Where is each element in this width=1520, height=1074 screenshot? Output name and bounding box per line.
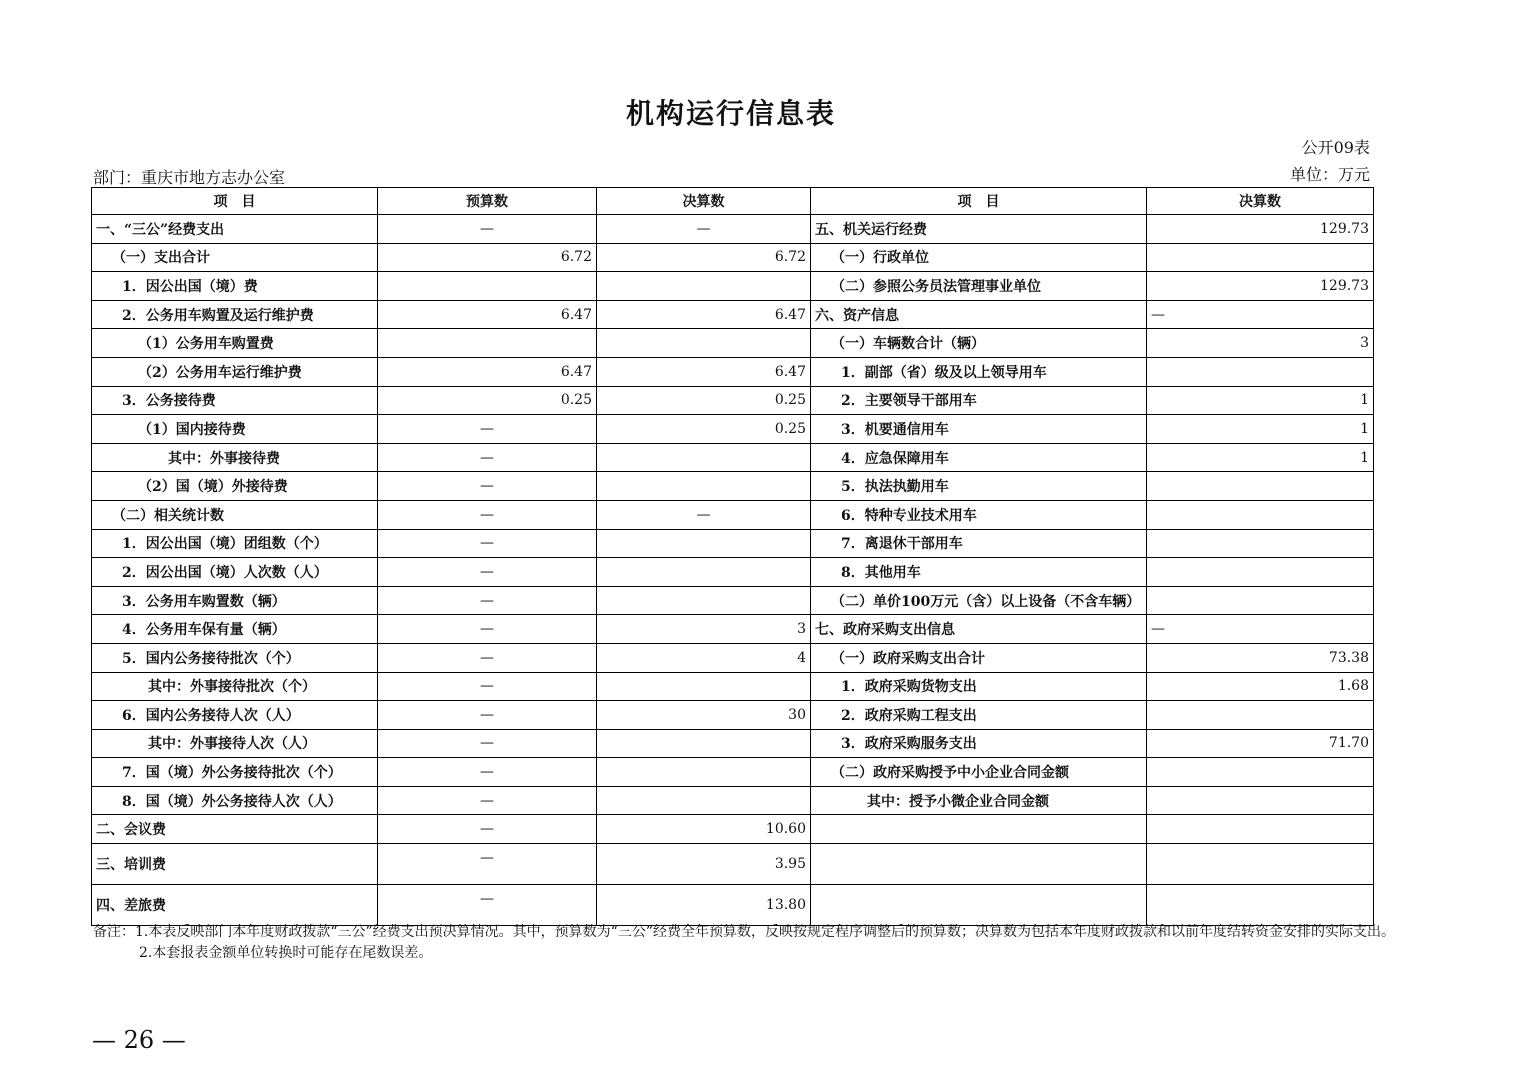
row-final-right bbox=[1147, 885, 1374, 926]
row-budget: — bbox=[378, 558, 597, 587]
table-row bbox=[92, 243, 1374, 272]
table-row bbox=[92, 300, 1374, 329]
row-budget: — bbox=[378, 672, 597, 701]
row-budget: — bbox=[378, 729, 597, 758]
row-final: 3 bbox=[597, 615, 811, 644]
table-row bbox=[92, 643, 1374, 672]
row-final-right bbox=[1147, 500, 1374, 529]
notes bbox=[93, 922, 1465, 964]
row-final-right: 129.73 bbox=[1147, 215, 1374, 244]
row-item-right: （一）政府采购支出合计 bbox=[811, 643, 1147, 672]
info-table bbox=[91, 187, 1374, 926]
header-item-left: 项 目 bbox=[92, 188, 378, 215]
table-header-row bbox=[92, 188, 1374, 215]
row-item: 2．公务用车购置及运行维护费 bbox=[92, 300, 378, 329]
row-final bbox=[597, 586, 811, 615]
table-row bbox=[92, 815, 1374, 844]
row-item-right: 3．政府采购服务支出 bbox=[811, 729, 1147, 758]
row-item-right: （一）车辆数合计（辆） bbox=[811, 329, 1147, 358]
row-budget bbox=[378, 329, 597, 358]
table-row bbox=[92, 672, 1374, 701]
row-final-right: — bbox=[1147, 615, 1374, 644]
table-row bbox=[92, 357, 1374, 386]
row-final-right: 3 bbox=[1147, 329, 1374, 358]
unit-label: 单位：万元 bbox=[1289, 165, 1370, 184]
table-row bbox=[92, 758, 1374, 787]
row-item-right: （二）单价100万元（含）以上设备（不含车辆） bbox=[811, 586, 1147, 615]
row-item: （1）公务用车购置费 bbox=[92, 329, 378, 358]
row-final-right bbox=[1147, 472, 1374, 501]
row-item: 四、差旅费 bbox=[92, 885, 378, 926]
row-budget: 0.25 bbox=[378, 386, 597, 415]
row-item: 6．国内公务接待人次（人） bbox=[92, 701, 378, 730]
row-budget: — bbox=[378, 615, 597, 644]
table-row bbox=[92, 443, 1374, 472]
row-item-right: 3．机要通信用车 bbox=[811, 415, 1147, 444]
form-code: 公开09表 bbox=[1301, 138, 1370, 157]
row-item-right: 1．政府采购货物支出 bbox=[811, 672, 1147, 701]
row-item: 3．公务接待费 bbox=[92, 386, 378, 415]
row-final-right bbox=[1147, 815, 1374, 844]
row-item-right: （一）行政单位 bbox=[811, 243, 1147, 272]
row-budget: — bbox=[378, 643, 597, 672]
row-budget: 6.47 bbox=[378, 300, 597, 329]
row-item-right: 8．其他用车 bbox=[811, 558, 1147, 587]
row-item-right: 5．执法执勤用车 bbox=[811, 472, 1147, 501]
row-item: 3．公务用车购置数（辆） bbox=[92, 586, 378, 615]
row-final-right bbox=[1147, 243, 1374, 272]
row-budget: — bbox=[378, 758, 597, 787]
row-budget: — bbox=[378, 815, 597, 844]
table-row bbox=[92, 558, 1374, 587]
row-final-right bbox=[1147, 758, 1374, 787]
header-final-right: 决算数 bbox=[1147, 188, 1374, 215]
row-final: 30 bbox=[597, 701, 811, 730]
table-row bbox=[92, 615, 1374, 644]
row-item-right: 六、资产信息 bbox=[811, 300, 1147, 329]
row-item: （1）国内接待费 bbox=[92, 415, 378, 444]
table-row bbox=[92, 885, 1374, 926]
row-final: 6.72 bbox=[597, 243, 811, 272]
table-row bbox=[92, 786, 1374, 815]
row-item-right: 7．离退休干部用车 bbox=[811, 529, 1147, 558]
row-item: （2）公务用车运行维护费 bbox=[92, 357, 378, 386]
row-item-right: 2．政府采购工程支出 bbox=[811, 701, 1147, 730]
row-final: 6.47 bbox=[597, 357, 811, 386]
row-final: 0.25 bbox=[597, 386, 811, 415]
page-title: 机构运行信息表 bbox=[625, 97, 836, 130]
row-item-right bbox=[811, 815, 1147, 844]
row-final-right bbox=[1147, 586, 1374, 615]
row-item: 4．公务用车保有量（辆） bbox=[92, 615, 378, 644]
row-budget: 6.72 bbox=[378, 243, 597, 272]
row-item: 1．因公出国（境）费 bbox=[92, 272, 378, 301]
row-item: （一）支出合计 bbox=[92, 243, 378, 272]
row-final bbox=[597, 529, 811, 558]
row-item-right: （二）政府采购授予中小企业合同金额 bbox=[811, 758, 1147, 787]
row-final-right: 73.38 bbox=[1147, 643, 1374, 672]
table-row bbox=[92, 272, 1374, 301]
row-item: 其中：外事接待人次（人） bbox=[92, 729, 378, 758]
row-final: — bbox=[597, 500, 811, 529]
row-final: 6.47 bbox=[597, 300, 811, 329]
row-budget: — bbox=[378, 472, 597, 501]
row-item-right bbox=[811, 885, 1147, 926]
row-item-right bbox=[811, 844, 1147, 885]
table-row bbox=[92, 729, 1374, 758]
header-final-left: 决算数 bbox=[597, 188, 811, 215]
row-item: 其中：外事接待费 bbox=[92, 443, 378, 472]
row-budget: — bbox=[378, 215, 597, 244]
row-final bbox=[597, 472, 811, 501]
row-final: 13.80 bbox=[597, 885, 811, 926]
row-budget: — bbox=[378, 500, 597, 529]
row-budget: — bbox=[378, 786, 597, 815]
row-budget: — bbox=[378, 701, 597, 730]
row-budget: 6.47 bbox=[378, 357, 597, 386]
row-final bbox=[597, 272, 811, 301]
row-final bbox=[597, 729, 811, 758]
row-final bbox=[597, 758, 811, 787]
row-final bbox=[597, 558, 811, 587]
row-item: 2．因公出国（境）人次数（人） bbox=[92, 558, 378, 587]
row-item: （二）相关统计数 bbox=[92, 500, 378, 529]
table-row bbox=[92, 701, 1374, 730]
row-final-right bbox=[1147, 844, 1374, 885]
row-final-right: 1.68 bbox=[1147, 672, 1374, 701]
row-final bbox=[597, 443, 811, 472]
row-item: 8．国（境）外公务接待人次（人） bbox=[92, 786, 378, 815]
row-final-right: 129.73 bbox=[1147, 272, 1374, 301]
row-item: 二、会议费 bbox=[92, 815, 378, 844]
table-row bbox=[92, 215, 1374, 244]
row-budget bbox=[378, 272, 597, 301]
note-line-1: 备注：1.本表反映部门本年度财政拨款“三公”经费支出预决算情况。其中，预算数为“三公”经费全年预算数，反映按规定程序调整后的预算数；决算数为包括本年度财政拨款和以前年度结转资金安排的实际支出。 bbox=[93, 924, 1395, 940]
row-final bbox=[597, 672, 811, 701]
row-item: 一、“三公”经费支出 bbox=[92, 215, 378, 244]
table-row bbox=[92, 844, 1374, 885]
row-budget: — bbox=[378, 885, 597, 926]
row-final-right bbox=[1147, 786, 1374, 815]
department-label: 部门：重庆市地方志办公室 bbox=[93, 168, 286, 187]
note-line-2: 2.本套报表金额单位转换时可能存在尾数误差。 bbox=[139, 945, 433, 961]
row-item: 其中：外事接待批次（个） bbox=[92, 672, 378, 701]
row-item-right: 4．应急保障用车 bbox=[811, 443, 1147, 472]
row-final: 3.95 bbox=[597, 844, 811, 885]
row-final-right: 1 bbox=[1147, 386, 1374, 415]
row-item: 5．国内公务接待批次（个） bbox=[92, 643, 378, 672]
row-final-right: 71.70 bbox=[1147, 729, 1374, 758]
row-final-right: 1 bbox=[1147, 415, 1374, 444]
header-item-right: 项 目 bbox=[811, 188, 1147, 215]
row-budget: — bbox=[378, 443, 597, 472]
table-row bbox=[92, 586, 1374, 615]
row-budget: — bbox=[378, 844, 597, 885]
table-row bbox=[92, 415, 1374, 444]
row-item-right: 七、政府采购支出信息 bbox=[811, 615, 1147, 644]
table-row bbox=[92, 386, 1374, 415]
row-budget: — bbox=[378, 529, 597, 558]
table-row bbox=[92, 472, 1374, 501]
row-final: — bbox=[597, 215, 811, 244]
row-final bbox=[597, 786, 811, 815]
row-final-right bbox=[1147, 558, 1374, 587]
row-item-right: 五、机关运行经费 bbox=[811, 215, 1147, 244]
page-number: — 26 — bbox=[92, 1026, 186, 1054]
row-final-right: — bbox=[1147, 300, 1374, 329]
row-final: 0.25 bbox=[597, 415, 811, 444]
row-item: 1．因公出国（境）团组数（个） bbox=[92, 529, 378, 558]
row-final-right bbox=[1147, 529, 1374, 558]
row-item-right: （二）参照公务员法管理事业单位 bbox=[811, 272, 1147, 301]
row-final: 10.60 bbox=[597, 815, 811, 844]
table-row bbox=[92, 500, 1374, 529]
row-item: （2）国（境）外接待费 bbox=[92, 472, 378, 501]
row-final: 4 bbox=[597, 643, 811, 672]
row-final bbox=[597, 329, 811, 358]
row-final-right bbox=[1147, 701, 1374, 730]
table-row bbox=[92, 329, 1374, 358]
row-budget: — bbox=[378, 586, 597, 615]
row-item-right: 1．副部（省）级及以上领导用车 bbox=[811, 357, 1147, 386]
header-budget: 预算数 bbox=[378, 188, 597, 215]
row-final-right bbox=[1147, 357, 1374, 386]
row-final-right: 1 bbox=[1147, 443, 1374, 472]
table-row bbox=[92, 529, 1374, 558]
row-item-right: 6．特种专业技术用车 bbox=[811, 500, 1147, 529]
row-item-right: 其中：授予小微企业合同金额 bbox=[811, 786, 1147, 815]
row-item: 7．国（境）外公务接待批次（个） bbox=[92, 758, 378, 787]
row-item: 三、培训费 bbox=[92, 844, 378, 885]
row-item-right: 2．主要领导干部用车 bbox=[811, 386, 1147, 415]
row-budget: — bbox=[378, 415, 597, 444]
